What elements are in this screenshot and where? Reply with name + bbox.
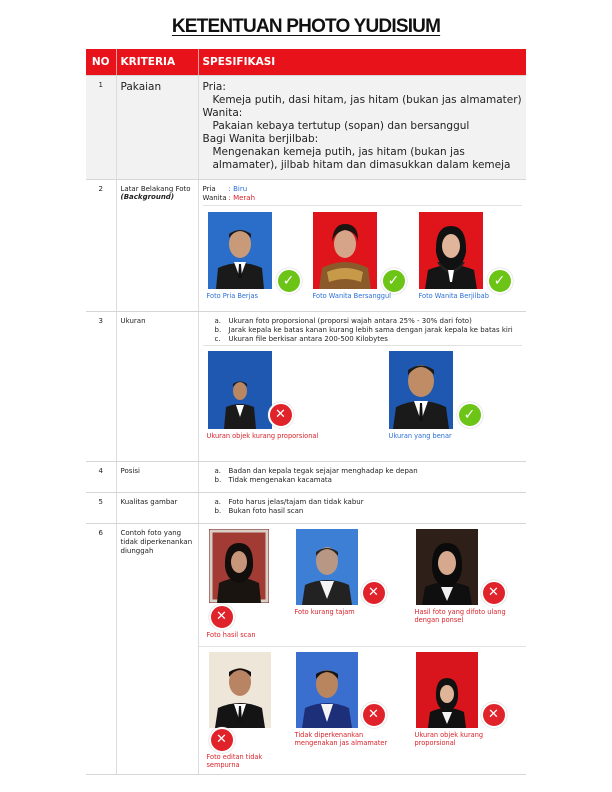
table-row bbox=[86, 493, 526, 524]
spec-cell bbox=[198, 524, 526, 775]
photo-difoto-ulang bbox=[416, 529, 478, 605]
photo-wanita-bersanggul bbox=[313, 212, 377, 289]
photo-caption: Hasil foto yang difoto ulang dengan ponsel bbox=[414, 608, 506, 624]
spec-list bbox=[203, 498, 523, 515]
spec-line: Wanita: bbox=[202, 107, 243, 119]
cross-icon: ✕ bbox=[481, 580, 507, 606]
criteria-cell bbox=[116, 180, 198, 312]
row-number: 2 bbox=[86, 180, 116, 312]
pria-value: : Biru bbox=[228, 185, 248, 193]
cross-icon: ✕ bbox=[481, 702, 507, 728]
spec-line: Pria: bbox=[202, 81, 226, 93]
table-row bbox=[86, 462, 526, 493]
criteria-cell: Kualitas gambar bbox=[116, 493, 198, 524]
photo-caption: Ukuran objek kurang proporsional bbox=[414, 731, 484, 747]
photo-editan-tidak-sempurna bbox=[209, 652, 271, 728]
cross-icon: ✕ bbox=[361, 702, 387, 728]
row-number: 6 bbox=[86, 524, 116, 775]
row-number: 1 bbox=[86, 76, 116, 180]
criteria-text: Latar Belakang Foto bbox=[120, 185, 191, 193]
table-row bbox=[86, 524, 526, 775]
criteria-table bbox=[86, 49, 526, 775]
page-title: KETENTUAN PHOTO YUDISIUM bbox=[171, 16, 441, 37]
photo-caption: Foto editan tidak sempurna bbox=[206, 753, 263, 769]
photo-ukuran-benar bbox=[389, 351, 453, 429]
row-number: 3 bbox=[86, 312, 116, 462]
criteria-cell: Contoh foto yang tidak diperkenankan diunggah bbox=[116, 524, 198, 775]
criteria-italic: (Background) bbox=[120, 193, 175, 201]
spec-cell bbox=[198, 493, 526, 524]
spec-line: Kemeja putih, dasi hitam, jas hitam (bukan jas almamater) bbox=[212, 94, 522, 106]
list-item: b. Tidak mengenakan kacamata bbox=[214, 476, 332, 484]
spec-line: Pakaian kebaya tertutup (sopan) dan bersanggul bbox=[212, 120, 470, 132]
photo-hasil-scan bbox=[209, 529, 269, 603]
list-item: b. Bukan foto hasil scan bbox=[214, 507, 304, 515]
spec-line: Mengenakan kemeja putih, jas hitam (bukan jas almamater), jilbab hitam dan dimasukkan dalam kemeja bbox=[212, 146, 511, 171]
list-item: a. Ukuran foto proporsional (proporsi wajah antara 25% - 30% dari foto) bbox=[214, 317, 472, 325]
photo-objek-kurang-proporsional bbox=[416, 652, 478, 728]
photo-kurang-tajam bbox=[296, 529, 358, 605]
spec-cell bbox=[198, 76, 526, 180]
photo-caption: Tidak diperkenankan mengenakan jas almamater bbox=[294, 731, 388, 747]
criteria-cell: Ukuran bbox=[116, 312, 198, 462]
header-no: NO bbox=[86, 49, 116, 76]
check-icon: ✓ bbox=[276, 268, 302, 294]
list-item: a. Badan dan kepala tegak sejajar menghadap ke depan bbox=[214, 467, 418, 475]
spec-list bbox=[203, 467, 523, 484]
photo-kurang-proporsional bbox=[208, 351, 272, 429]
check-icon: ✓ bbox=[487, 268, 513, 294]
spec-cell bbox=[198, 312, 526, 462]
cross-icon: ✕ bbox=[361, 580, 387, 606]
cross-icon: ✕ bbox=[209, 604, 235, 630]
row-number: 5 bbox=[86, 493, 116, 524]
row-number: 4 bbox=[86, 462, 116, 493]
table-row bbox=[86, 312, 526, 462]
photo-caption: Ukuran objek kurang proporsional bbox=[206, 432, 319, 440]
table-row bbox=[86, 76, 526, 180]
list-item: b. Jarak kepala ke batas kanan kurang lebih sama dengan jarak kepala ke batas kiri bbox=[214, 326, 513, 334]
header-spesifikasi: SPESIFIKASI bbox=[198, 49, 526, 76]
list-item: a. Foto harus jelas/tajam dan tidak kabur bbox=[214, 498, 364, 506]
cross-icon: ✕ bbox=[268, 402, 294, 428]
wanita-value: : Merah bbox=[228, 194, 256, 202]
photo-caption: Foto hasil scan bbox=[206, 631, 256, 639]
spec-cell bbox=[198, 462, 526, 493]
spec-list bbox=[203, 317, 523, 343]
spec-cell bbox=[198, 180, 526, 312]
pria-label: Pria bbox=[202, 185, 216, 193]
photo-caption: Foto Pria Berjas bbox=[206, 292, 258, 300]
criteria-cell: Posisi bbox=[116, 462, 198, 493]
list-item: c. Ukuran file berkisar antara 200-500 Kilobytes bbox=[214, 335, 388, 343]
photo-caption: Foto Wanita Berjilbab bbox=[418, 292, 489, 300]
check-icon: ✓ bbox=[457, 402, 483, 428]
check-icon: ✓ bbox=[381, 268, 407, 294]
photo-caption: Foto Wanita Bersanggul bbox=[312, 292, 392, 300]
photo-wanita-berjilbab bbox=[419, 212, 483, 289]
table-header bbox=[86, 49, 526, 76]
wanita-label: Wanita bbox=[202, 194, 227, 202]
header-kriteria: KRITERIA bbox=[116, 49, 198, 76]
photo-jas-almamater bbox=[296, 652, 358, 728]
photo-caption: Ukuran yang benar bbox=[388, 432, 452, 440]
photo-caption: Foto kurang tajam bbox=[294, 608, 355, 616]
table-row bbox=[86, 180, 526, 312]
criteria-cell: Pakaian bbox=[116, 76, 198, 180]
spec-line: Bagi Wanita berjilbab: bbox=[202, 133, 319, 145]
photo-pria-berjas bbox=[208, 212, 272, 289]
cross-icon: ✕ bbox=[209, 727, 235, 753]
